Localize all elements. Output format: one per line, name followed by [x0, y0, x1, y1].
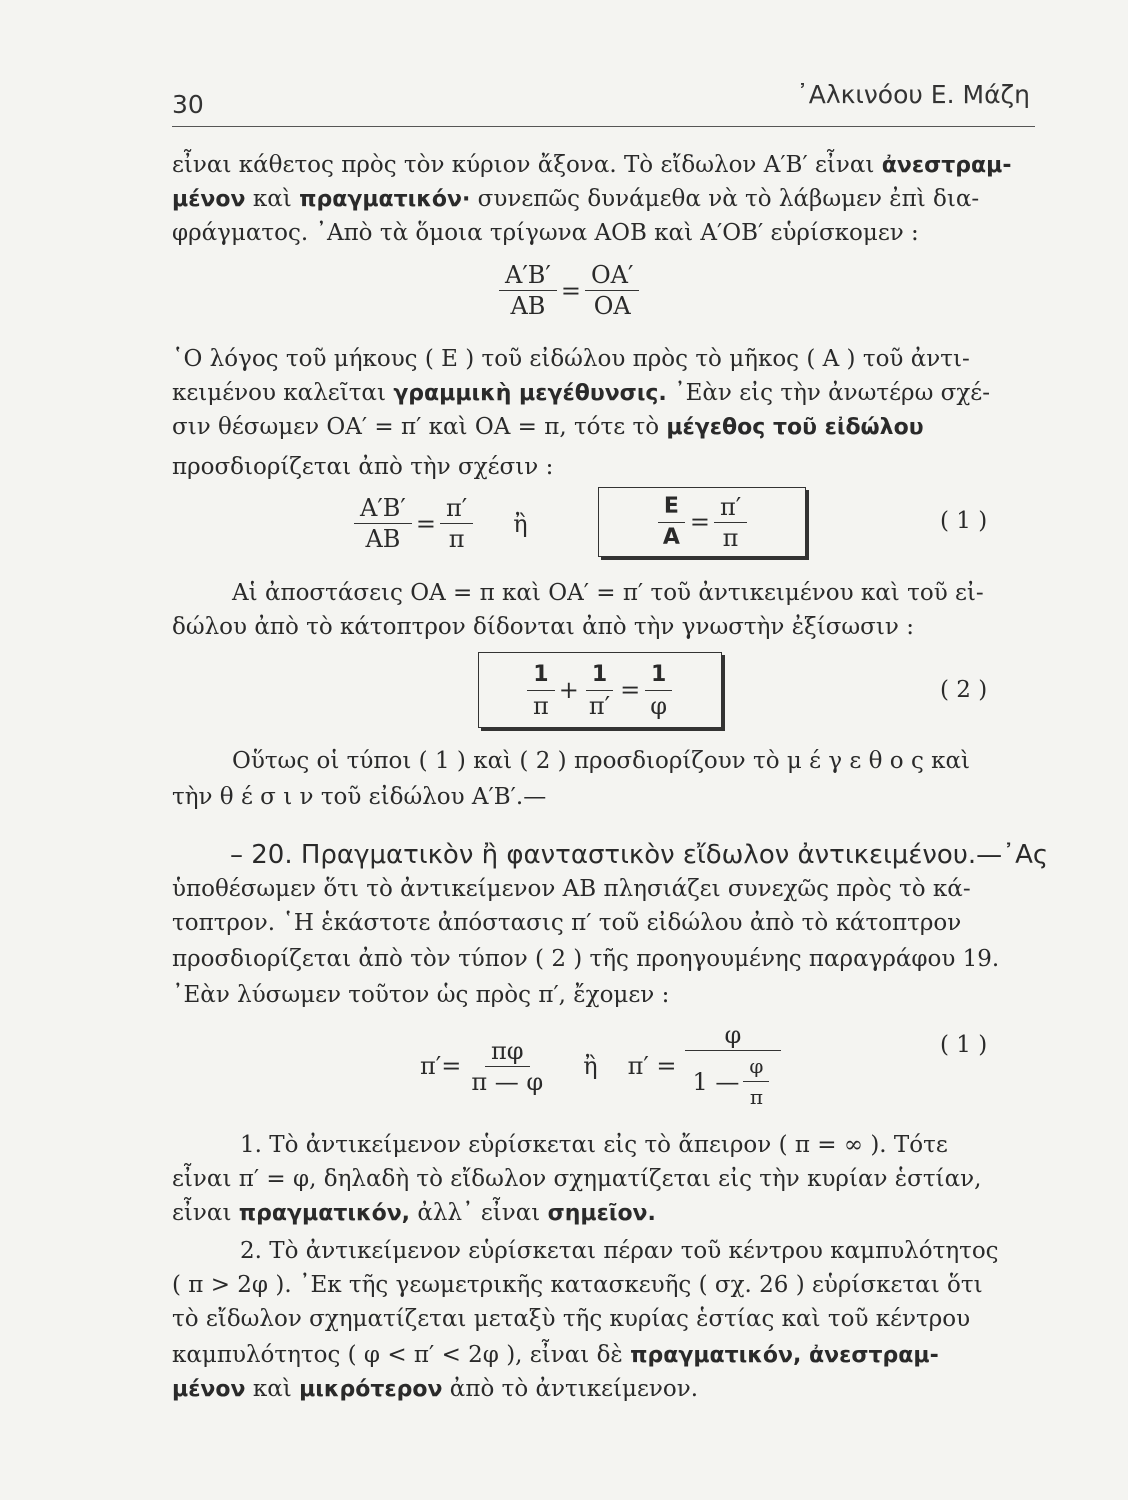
- text-line: εἶναι πραγματικόν, ἀλλ᾿ εἶναι σημεῖον.: [172, 1200, 656, 1226]
- running-title: ᾿Αλκινόου Ε. Μάζη: [796, 80, 1030, 109]
- text-line: μένον καὶ πραγματικόν· συνεπῶς δυνάμεθα νὰ τὸ λάβωμεν ἐπὶ δια-: [172, 186, 980, 212]
- equation-number: ( 1 ): [940, 508, 988, 534]
- text-line: προσδιορίζεται ἀπὸ τὸν τύπον ( 2 ) τῆς προηγουμένης παραγράφου 19.: [172, 946, 1000, 972]
- text-line: ᾿Εὰν λύσωμεν τοῦτον ὡς πρὸς π′, ἔχομεν :: [172, 982, 670, 1008]
- header-rule: [172, 126, 1035, 127]
- section-heading-20: – 20. Πραγματικὸν ἢ φανταστικὸν εἴδωλον ἀντικειμένου.—᾿Ας: [230, 840, 1049, 870]
- text-line: κειμένου καλεῖται γραμμικὴ μεγέθυνσις. ᾿Εὰν εἰς τὴν ἀνωτέρω σχέ-: [172, 380, 990, 406]
- equation-similar-triangles: $\frac{A'B'}{AB}$ = $\frac{OA'}{OA}$: [495, 262, 643, 319]
- text-line: καμπυλότητος ( φ < π′ < 2φ ), εἶναι δὲ πραγματικόν, ἀνεστραμ-: [172, 1342, 939, 1368]
- page-number: 30: [172, 90, 204, 119]
- text-line: ῾Ο λόγος τοῦ μήκους ( Ε ) τοῦ εἰδώλου πρὸς τὸ μῆκος ( Α ) τοῦ ἀντι-: [172, 346, 970, 372]
- text-line: μένον καὶ μικρότερον ἀπὸ τὸ ἀντικείμενον.: [172, 1376, 699, 1402]
- text-line: σιν θέσωμεν ΟΑ′ = π′ καὶ ΟΑ = π, τότε τὸ μέγεθος τοῦ εἰδώλου: [172, 414, 924, 440]
- text-line: εἶναι π′ = φ, δηλαδὴ τὸ εἴδωλον σχηματίζεται εἰς τὴν κυρίαν ἑστίαν,: [172, 1166, 982, 1192]
- text-line: ( π > 2φ ). ᾿Εκ τῆς γεωμετρικῆς κατασκευῆς ( σχ. 26 ) εὑρίσκεται ὅτι: [172, 1272, 983, 1298]
- text-line: τὸ εἴδωλον σχηματίζεται μεταξὺ τῆς κυρίας ἑστίας καὶ τοῦ κέντρου: [172, 1306, 971, 1332]
- text-line: 2. Τὸ ἀντικείμενον εὑρίσκεται πέραν τοῦ κέντρου καμπυλότητος: [240, 1238, 999, 1264]
- text-line: 1. Τὸ ἀντικείμενον εὑρίσκεται εἰς τὸ ἄπειρον ( π = ∞ ). Τότε: [240, 1132, 948, 1158]
- equation-magnification: $\frac{A'B'}{AB}$ = $\frac{\pi'}{\pi}$ ἢ: [350, 495, 528, 552]
- text-line: Οὕτως οἱ τύποι ( 1 ) καὶ ( 2 ) προσδιορίζουν τὸ μ έ γ ε θ ο ς καὶ: [232, 748, 971, 774]
- boxed-formula-1: $\frac{E}{A}$ = $\frac{\pi'}{\pi}$: [598, 487, 806, 557]
- equation-image-distance: π′= $\frac{\pi\varphi}{\pi — \varphi}$ ἢ π′ = φ 1 — $\frac{\varphi}{\pi}$: [420, 1022, 785, 1110]
- text-line: εἶναι κάθετος πρὸς τὸν κύριον ἄξονα. Τὸ εἴδωλον Α′Β′ εἶναι ἀνεστραμ-: [172, 152, 1012, 178]
- text-line: Αἱ ἀποστάσεις ΟΑ = π καὶ ΟΑ′ = π′ τοῦ ἀντικειμένου καὶ τοῦ εἰ-: [232, 580, 984, 606]
- text-line: προσδιορίζεται ἀπὸ τὴν σχέσιν :: [172, 454, 554, 480]
- text-line: δώλου ἀπὸ τὸ κάτοπτρον δίδονται ἀπὸ τὴν γνωστὴν ἐξίσωσιν :: [172, 614, 914, 640]
- boxed-formula-2: $\frac{1}{\pi}$ + $\frac{1}{\pi'}$ = $\frac{1}{\varphi}$: [478, 652, 722, 728]
- equation-number: ( 1 ): [940, 1032, 988, 1058]
- text-line: φράγματος. ᾿Απὸ τὰ ὅμοια τρίγωνα ΑΟΒ καὶ Α′ΟΒ′ εὑρίσκομεν :: [172, 220, 919, 246]
- text-line: ὑποθέσωμεν ὅτι τὸ ἀντικείμενον ΑΒ πλησιάζει συνεχῶς πρὸς τὸ κά-: [172, 876, 971, 902]
- text-line: τοπτρον. ῾Η ἑκάστοτε ἀπόστασις π′ τοῦ εἰδώλου ἀπὸ τὸ κάτοπτρον: [172, 910, 962, 936]
- text-line: τὴν θ έ σ ι ν τοῦ εἰδώλου Α′Β′.—: [172, 784, 547, 810]
- equation-number: ( 2 ): [940, 677, 988, 703]
